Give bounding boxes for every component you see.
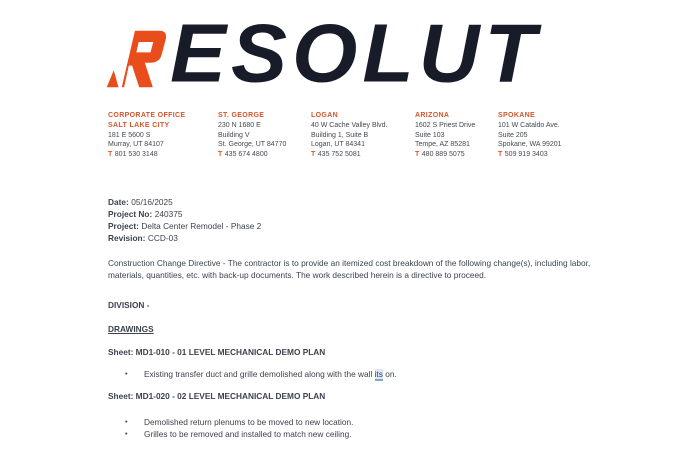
office-name: SPOKANE — [498, 112, 536, 119]
bullet-icon: • — [125, 429, 128, 438]
project-meta — [108, 196, 261, 244]
office-address-line: Suite 205 — [498, 131, 528, 139]
meta-label: Project No: — [108, 209, 153, 219]
office-name: ST. GEORGE — [218, 112, 265, 119]
meta-value: 05/16/2025 — [131, 197, 173, 207]
meta-row-revision — [108, 232, 261, 244]
office-address-line: Spokane, WA 99201 — [498, 141, 562, 149]
office-salt-lake-city — [108, 111, 218, 160]
division-heading: DIVISION - — [108, 300, 150, 310]
sheet-2-bullets — [125, 416, 585, 440]
phone-prefix: T — [498, 151, 503, 159]
office-phone — [498, 150, 608, 160]
sheet-title-md1-010: Sheet: MD1-010 - 01 LEVEL MECHANICAL DEMO PLAN — [108, 347, 326, 357]
phone-prefix: T — [108, 151, 113, 159]
office-name: LOGAN — [311, 112, 339, 119]
bullet-text: Demolished return plenums to be moved to new location. — [144, 417, 354, 427]
drawings-heading: DRAWINGS — [108, 324, 154, 334]
bullet-icon: • — [125, 369, 128, 378]
phone-number: 480 889 5075 — [421, 151, 465, 159]
list-item — [125, 428, 585, 440]
office-st-george — [218, 111, 311, 160]
office-address-line: Building V — [218, 131, 250, 139]
meta-label: Project: — [108, 221, 139, 231]
office-address-line: Tempe, AZ 85281 — [415, 141, 470, 149]
office-address-line: Suite 103 — [415, 131, 445, 139]
office-spokane — [498, 111, 608, 160]
logo-wordmark: ESOLUT — [170, 7, 541, 100]
logo-r-icon — [102, 25, 166, 93]
list-item — [125, 416, 585, 428]
phone-number: 435 752 5081 — [317, 151, 361, 159]
office-address-line: 230 N 1680 E — [218, 121, 261, 129]
office-logan — [311, 111, 415, 160]
office-address-line: 101 W Cataldo Ave. — [498, 121, 560, 129]
meta-row-project-no — [108, 208, 261, 220]
phone-number: 435 674 4800 — [224, 151, 268, 159]
bullet-text: Grilles to be removed and installed to match new ceiling. — [144, 429, 352, 439]
meta-value: 240375 — [154, 209, 183, 219]
list-item — [125, 368, 585, 380]
bullet-text-after: on. — [382, 369, 397, 379]
resolut-logo — [102, 7, 541, 100]
office-address-line: Logan, UT 84341 — [311, 141, 365, 149]
grammar-flagged-word[interactable]: its — [374, 369, 383, 379]
bullet-icon: • — [125, 417, 128, 426]
meta-value: CCD-03 — [147, 233, 178, 243]
office-arizona — [415, 111, 498, 160]
meta-row-project — [108, 220, 261, 232]
office-name: SALT LAKE CITY — [108, 121, 170, 129]
office-phone — [108, 150, 218, 160]
office-address-line: 1602 S Priest Drive — [415, 121, 476, 129]
office-address-line: Murray, UT 84107 — [108, 141, 164, 149]
phone-number: 509 919 3403 — [504, 151, 548, 159]
meta-label: Date: — [108, 197, 129, 207]
office-name: CORPORATE OFFICE — [108, 112, 186, 119]
office-phone — [415, 150, 498, 160]
office-locations — [108, 111, 608, 160]
office-name: ARIZONA — [415, 112, 450, 119]
directive-paragraph: Construction Change Directive - The contractor is to provide an itemized cost breakdown of the following change(s), including labor, materials, quantities, etc. with back-up documents. The work described herein is a directive to proceed. — [108, 258, 591, 280]
meta-row-date — [108, 196, 261, 208]
sheet-1-bullets — [125, 368, 585, 380]
bullet-text — [144, 368, 585, 380]
meta-label: Revision: — [108, 233, 146, 243]
phone-prefix: T — [218, 151, 223, 159]
office-phone — [218, 150, 311, 160]
sheet-title-md1-020: Sheet: MD1-020 - 02 LEVEL MECHANICAL DEMO PLAN — [108, 391, 326, 401]
office-phone — [311, 150, 415, 160]
office-address-line: St. George, UT 84770 — [218, 141, 287, 149]
phone-number: 801 530 3148 — [114, 151, 158, 159]
phone-prefix: T — [415, 151, 420, 159]
meta-value: Delta Center Remodel - Phase 2 — [141, 221, 262, 231]
office-address-line: 40 W Cache Valley Blvd. — [311, 121, 388, 129]
office-address-line: 181 E 5600 S — [108, 131, 151, 139]
bullet-text-before: Existing transfer duct and grille demolished along with the wall — [144, 369, 375, 379]
phone-prefix: T — [311, 151, 316, 159]
office-address-line: Building 1, Suite B — [311, 131, 369, 139]
